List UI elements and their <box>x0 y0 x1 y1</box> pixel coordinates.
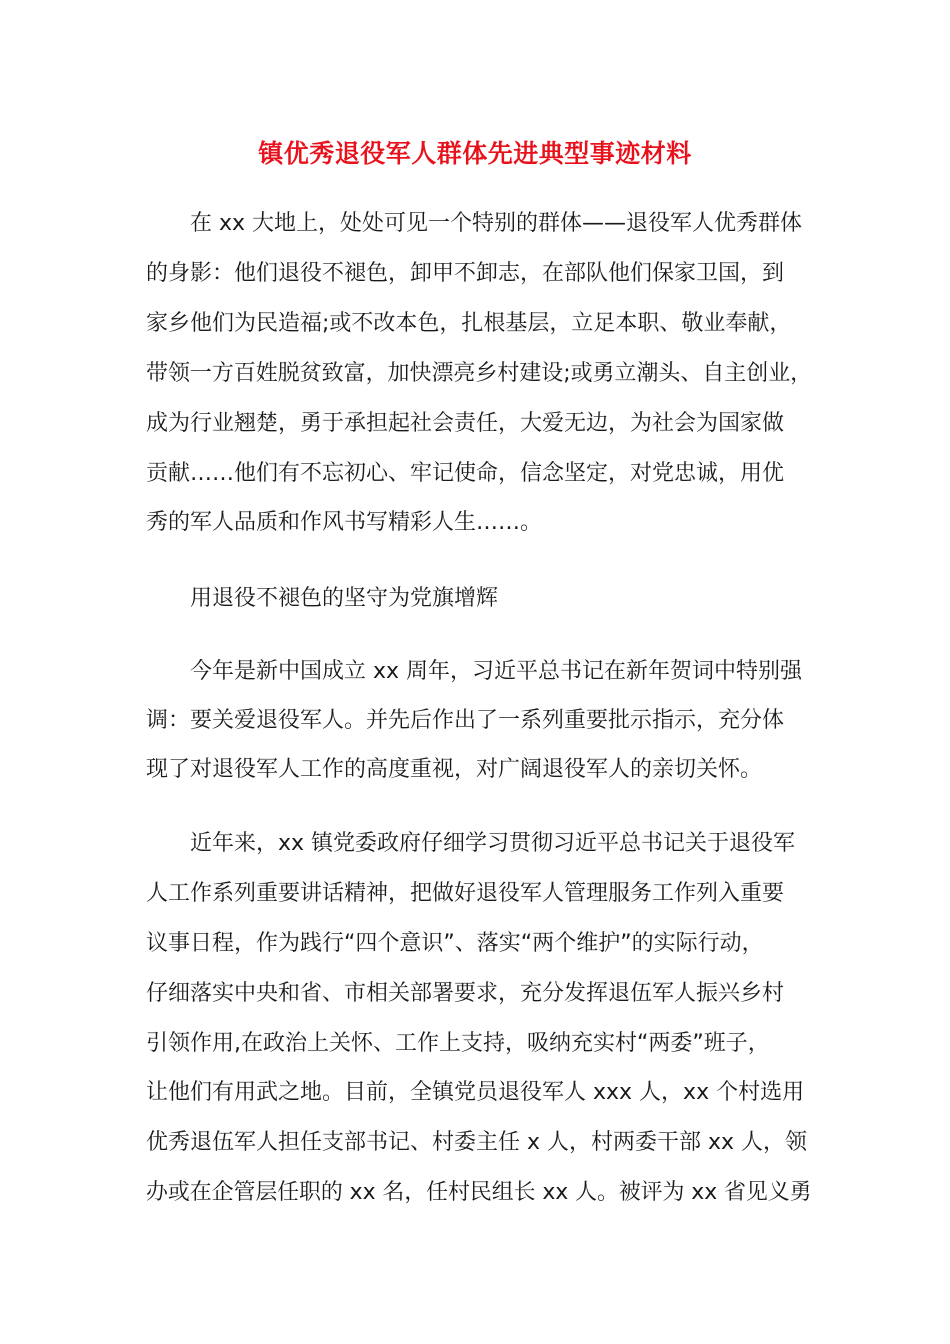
paragraph-3-line-2: 人工作系列重要讲话精神，把做好退役军人管理服务工作列入重要 <box>146 881 785 906</box>
paragraph-3-line-1: 近年来，xx 镇党委政府仔细学习贯彻习近平总书记关于退役军 <box>190 831 796 856</box>
paragraph-3-line-8: 办或在企管层任职的 xx 名，任村民组长 xx 人。被评为 xx 省见义勇 <box>146 1180 812 1205</box>
paragraph-1-line-5: 成为行业翘楚，勇于承担起社会责任，大爱无边，为社会为国家做 <box>146 411 785 436</box>
paragraph-1-line-4: 带领一方百姓脱贫致富，加快漂亮乡村建设;或勇立潮头、自主创业， <box>146 361 813 386</box>
section-heading: 用退役不褪色的坚守为党旗增辉 <box>190 586 499 611</box>
paragraph-3-line-6: 让他们有用武之地。目前，全镇党员退役军人 xxx 人，xx 个村选用 <box>146 1080 805 1105</box>
paragraph-3-line-7: 优秀退伍军人担任支部书记、村委主任 x 人，村两委干部 xx 人，领 <box>146 1130 808 1155</box>
paragraph-1-line-7: 秀的军人品质和作风书写精彩人生……。 <box>146 510 543 535</box>
paragraph-1-line-3: 家乡他们为民造福;或不改本色，扎根基层，立足本职、敬业奉献， <box>146 311 792 336</box>
paragraph-1-line-6: 贡献……他们有不忘初心、牢记使命，信念坚定，对党忠诚，用优 <box>146 461 785 486</box>
paragraph-2-line-2: 调：要关爱退役军人。并先后作出了一系列重要批示指示，充分体 <box>146 708 785 733</box>
paragraph-3-line-4: 仔细落实中央和省、市相关部署要求，充分发挥退伍军人振兴乡村 <box>146 981 785 1006</box>
paragraph-3-line-5: 引领作用,在政治上关怀、工作上支持，吸纳充实村“两委”班子， <box>146 1031 770 1056</box>
paragraph-2-line-1: 今年是新中国成立 xx 周年，习近平总书记在新年贺词中特别强 <box>190 659 803 684</box>
paragraph-3-line-3: 议事日程，作为践行“四个意识”、落实“两个维护”的实际行动， <box>146 931 764 956</box>
paragraph-1-line-1: 在 xx 大地上，处处可见一个特别的群体——退役军人优秀群体 <box>190 211 803 236</box>
document-title: 镇优秀退役军人群体先进典型事迹材料 <box>258 139 692 168</box>
paragraph-2-line-3: 现了对退役军人工作的高度重视，对广阔退役军人的亲切关怀。 <box>146 757 763 782</box>
paragraph-1-line-2: 的身影：他们退役不褪色，卸甲不卸志，在部队他们保家卫国，到 <box>146 261 785 286</box>
